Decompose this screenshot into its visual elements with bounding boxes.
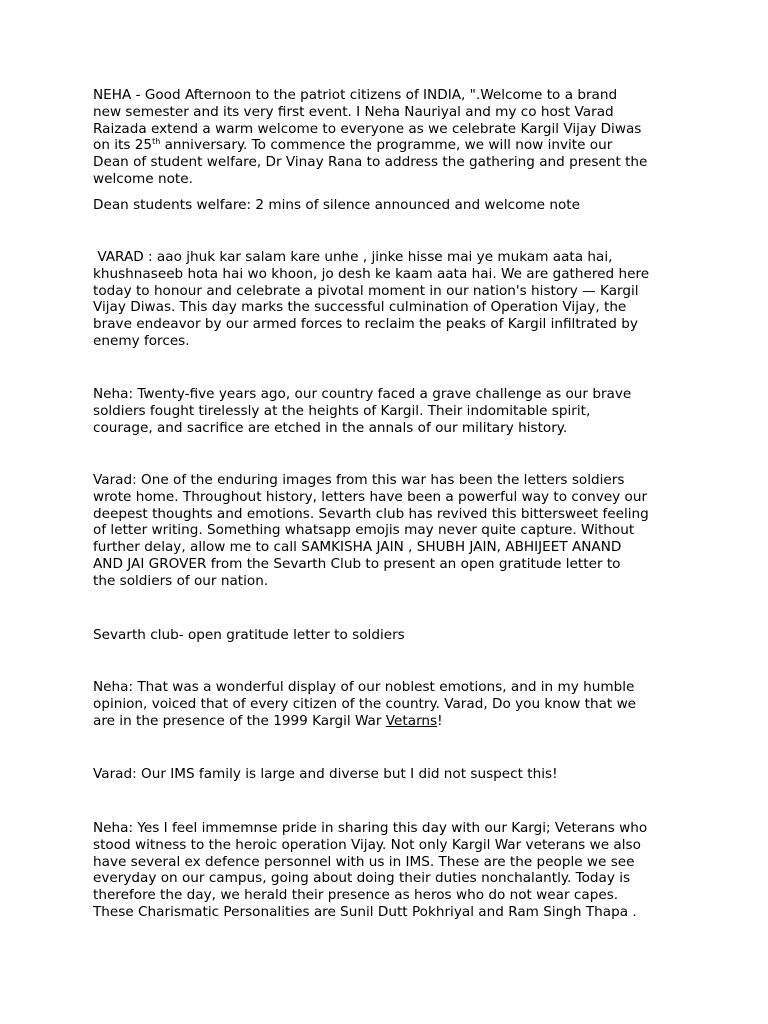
superscript-ordinal: th (152, 137, 161, 147)
text-run: ! (437, 712, 443, 729)
text-run: on its 25 (93, 137, 153, 154)
text-line: These Charismatic Personalities are Sunil Dutt Pokhriyal and Ram Singh Thapa . (93, 903, 637, 920)
text-line: NEHA - Good Afternoon to the patriot citizens of INDIA, ".Welcome to a brand (93, 87, 618, 103)
text-line: stood witness to the heroic operation Vijay. Not only Kargil War veterans we also (93, 836, 641, 853)
text-line: have several ex defence personnel with us in IMS. These are the people we see (93, 853, 635, 870)
text-line: VARAD : aao jhuk kar salam kare unhe , jinke hisse mai ye mukam aata hai, (93, 249, 613, 265)
text-line: Varad: Our IMS family is large and diverse but I did not suspect this! (93, 766, 558, 782)
text-line: the soldiers of our nation. (93, 572, 269, 589)
text-line: Sevarth club- open gratitude letter to soldiers (93, 627, 405, 643)
text-line: brave endeavor by our armed forces to reclaim the peaks of Kargil infiltrated by (93, 316, 638, 333)
text-line: wrote home. Throughout history, letters have been a powerful way to convey our (93, 488, 648, 505)
paragraph-neha-welcome (93, 87, 647, 188)
text-run: are in the presence of the 1999 Kargil War (93, 712, 386, 729)
text-line: enemy forces. (93, 332, 190, 349)
text-line (93, 713, 636, 730)
text-line: Vijay Diwas. This day marks the successful culmination of Operation Vijay, the (93, 299, 627, 316)
paragraph-sevarth-club (93, 627, 405, 644)
paragraph-neha-pride (93, 820, 647, 921)
text-line: Neha: That was a wonderful display of our noblest emotions, and in my humble (93, 679, 635, 695)
text-line: soldiers fought tirelessly at the heights of Kargil. Their indomitable spirit, (93, 402, 591, 419)
text-line: Varad: One of the enduring images from this war has been the letters soldiers (93, 472, 625, 488)
text-line: further delay, allow me to call SAMKISHA JAIN , SHUBH JAIN, ABHIJEET ANAND (93, 539, 622, 556)
text-line (93, 137, 647, 154)
text-line: Raizada extend a warm welcome to everyone as we celebrate Kargil Vijay Diwas (93, 120, 642, 137)
text-line: of letter writing. Something whatsapp emojis may never quite capture. Without (93, 522, 635, 539)
text-line: therefore the day, we herald their presence as heros who do not wear capes. (93, 887, 619, 904)
text-line: Neha: Yes I feel immemnse pride in sharing this day with our Kargi; Veterans who (93, 820, 648, 836)
text-line: today to honour and celebrate a pivotal moment in our nation's history — Kargil (93, 282, 639, 299)
text-line: courage, and sacrifice are etched in the annals of our military history. (93, 419, 568, 436)
text-line: Dean of student welfare, Dr Vinay Rana to address the gathering and present the (93, 154, 648, 171)
text-line: opinion, voiced that of every citizen of the country. Varad, Do you know that we (93, 695, 637, 712)
paragraph-varad-ims (93, 766, 558, 783)
text-line: AND JAI GROVER from the Sevarth Club to present an open gratitude letter to (93, 555, 621, 572)
text-line: khushnaseeb hota hai wo khoon, jo desh ke kaam aata hai. We are gathered here (93, 265, 650, 282)
text-line: Dean students welfare: 2 mins of silence announced and welcome note (93, 197, 580, 213)
text-line: everyday on our campus, going about doing their duties nonchalantly. Today is (93, 870, 631, 887)
text-line: deepest thoughts and emotions. Sevarth club has revived this bittersweet feeling (93, 505, 649, 522)
paragraph-varad-intro (93, 249, 649, 350)
paragraph-neha-history (93, 386, 631, 436)
paragraph-neha-veterans (93, 679, 636, 729)
text-line: welcome note. (93, 170, 193, 187)
text-line: new semester and its very first event. I Neha Nauriyal and my co host Varad (93, 103, 614, 120)
underlined-word: Vetarns (385, 712, 438, 729)
text-line: Neha: Twenty-five years ago, our country faced a grave challenge as our brave (93, 386, 632, 402)
paragraph-varad-letters (93, 472, 649, 590)
text-run: anniversary. To commence the programme, we will now invite our (160, 137, 613, 154)
paragraph-dean-note (93, 197, 580, 214)
